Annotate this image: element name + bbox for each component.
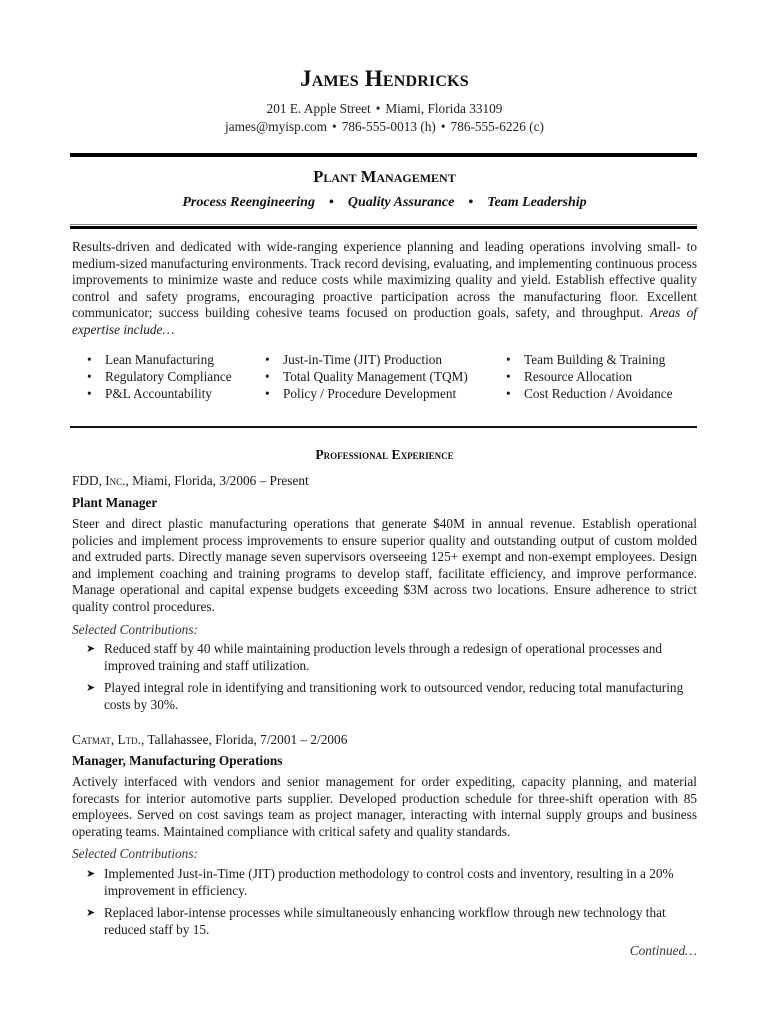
contribution-item [86, 641, 704, 674]
bullet-icon: • [506, 386, 511, 401]
separator-dot: • [375, 101, 381, 116]
header-divider [70, 153, 697, 157]
job-company-line [72, 473, 309, 489]
bullet-icon: • [265, 369, 270, 384]
city-state-zip: Miami, Florida 33109 [385, 101, 503, 116]
bullet-icon: • [265, 386, 270, 401]
skill-item [265, 385, 468, 402]
job-title: Plant Manager [72, 495, 158, 510]
contribution-item [86, 680, 704, 713]
experience-section-title: Professional Experience [315, 447, 454, 462]
bullet-icon: • [506, 369, 511, 384]
skills-column [506, 351, 673, 402]
summary-text: Results-driven and dedicated with wide-ranging experience planning and leading operations involving small- to medium-sized manufacturing environments. Track record devising, evaluating, and implementing continuous process improvements to minimize waste and reduce costs while maximizing quality and yield. Establish effective quality control and safety programs, encouraging proactive participation across the manufacturing floor. Excellent communicator; success building cohesive teams focused on production goals, safety, and throughput. [72, 239, 697, 320]
company-name: FDD, Inc. [72, 473, 126, 488]
street-address: 201 E. Apple Street [266, 101, 371, 116]
arrow-bullet-icon: ➤ [86, 682, 96, 694]
bullet-icon: • [87, 386, 92, 401]
skill-item [87, 385, 232, 402]
skill-label: Team Building & Training [524, 352, 666, 367]
skill-label: Total Quality Management (TQM) [283, 369, 468, 384]
skill-item [506, 385, 673, 402]
job-title: Manager, Manufacturing Operations [72, 753, 283, 768]
job-location-dates: , Tallahassee, Florida, 7/2001 – 2/2006 [140, 732, 348, 747]
skill-item [87, 351, 232, 368]
job-location-dates: , Miami, Florida, 3/2006 – Present [125, 473, 309, 488]
arrow-bullet-icon: ➤ [86, 868, 96, 880]
skill-item [265, 368, 468, 385]
job-description: Steer and direct plastic manufacturing operations that generate $40M in annual revenue. Establish operational policies and implement process improvements to ensure superior quality and outstanding output of custom molded and extruded parts. Directly manage seven supervisors overseeing 125+ exempt and non-exempt employees. Design and implement coaching and training programs to develop staff, facilitate efficiency, and improve performance. Manage operational and capital expense budgets exceeding $3M across two locations. Ensure adherence to strict quality control procedures. [72, 516, 697, 614]
contribution-item [86, 866, 704, 899]
skills-column [87, 351, 232, 402]
keyword: Team Leadership [487, 195, 587, 210]
contribution-text: Implemented Just-in-Time (JIT) production methodology to control costs and inventory, resulting in a 20% improvement in efficiency. [104, 866, 674, 898]
keyword: Quality Assurance [347, 195, 455, 210]
contributions-label: Selected Contributions: [72, 622, 198, 637]
skill-item [265, 351, 468, 368]
job-description: Actively interfaced with vendors and senior management for order expediting, capacity planning, and material forecasts for interior automotive parts supplier. Developed production schedule for three-shift operation with 85 employees. Served on cost savings team as project manager, interacting with internal supply groups and business operating teams. Maintained compliance with critical safety and quality standards. [72, 774, 697, 839]
arrow-bullet-icon: ➤ [86, 907, 96, 919]
job-company-line [72, 732, 347, 748]
skill-label: P&L Accountability [105, 386, 212, 401]
company-name: Catmat, Ltd. [72, 732, 141, 747]
skill-label: Just-in-Time (JIT) Production [283, 352, 443, 367]
keyword: Process Reengineering [182, 195, 315, 210]
contribution-text: Reduced staff by 40 while maintaining production levels through a redesign of operational processes and improved training and staff utilization. [104, 641, 663, 673]
skill-label: Lean Manufacturing [105, 352, 214, 367]
bullet-icon: • [87, 369, 92, 384]
email-link[interactable]: james@myisp.com [225, 119, 328, 134]
divider-thin-line [70, 224, 697, 225]
bullet-icon: • [265, 352, 270, 367]
separator-dot: • [468, 195, 474, 210]
contact-line [72, 119, 697, 135]
contribution-text: Replaced labor-intense processes while simultaneously enhancing workflow through new technology that reduced staff by 15. [104, 905, 666, 937]
arrow-bullet-icon: ➤ [86, 643, 96, 655]
contribution-item [86, 905, 704, 938]
section-divider [70, 426, 697, 428]
skill-item [506, 368, 673, 385]
bullet-icon: • [506, 352, 511, 367]
home-phone: 786-555-0013 (h) [341, 119, 436, 134]
expertise-lead-in: Areas of expertise include… [72, 305, 698, 337]
headline-title: Plant Management [313, 167, 456, 186]
contribution-text: Played integral role in identifying and transitioning work to outsourced vendor, reducing total manufacturing costs by 30%. [104, 680, 684, 712]
candidate-name: James Hendricks [300, 66, 469, 91]
skills-column [265, 351, 468, 402]
separator-dot: • [440, 119, 446, 134]
skill-item [87, 368, 232, 385]
contributions-label: Selected Contributions: [72, 846, 198, 861]
skill-label: Policy / Procedure Development [283, 386, 457, 401]
separator-dot: • [328, 195, 334, 210]
professional-summary [72, 239, 697, 338]
skill-item [506, 351, 673, 368]
separator-dot: • [332, 119, 337, 134]
headline-keywords [72, 195, 697, 211]
headline-divider [70, 224, 697, 229]
cell-phone: 786-555-6226 (c) [450, 119, 544, 134]
skill-label: Resource Allocation [524, 369, 633, 384]
address-line [72, 101, 697, 117]
continued-note: Continued… [629, 943, 697, 958]
bullet-icon: • [87, 352, 92, 367]
skill-label: Cost Reduction / Avoidance [524, 386, 673, 401]
skill-label: Regulatory Compliance [105, 369, 232, 384]
divider-thick-line [70, 226, 697, 229]
